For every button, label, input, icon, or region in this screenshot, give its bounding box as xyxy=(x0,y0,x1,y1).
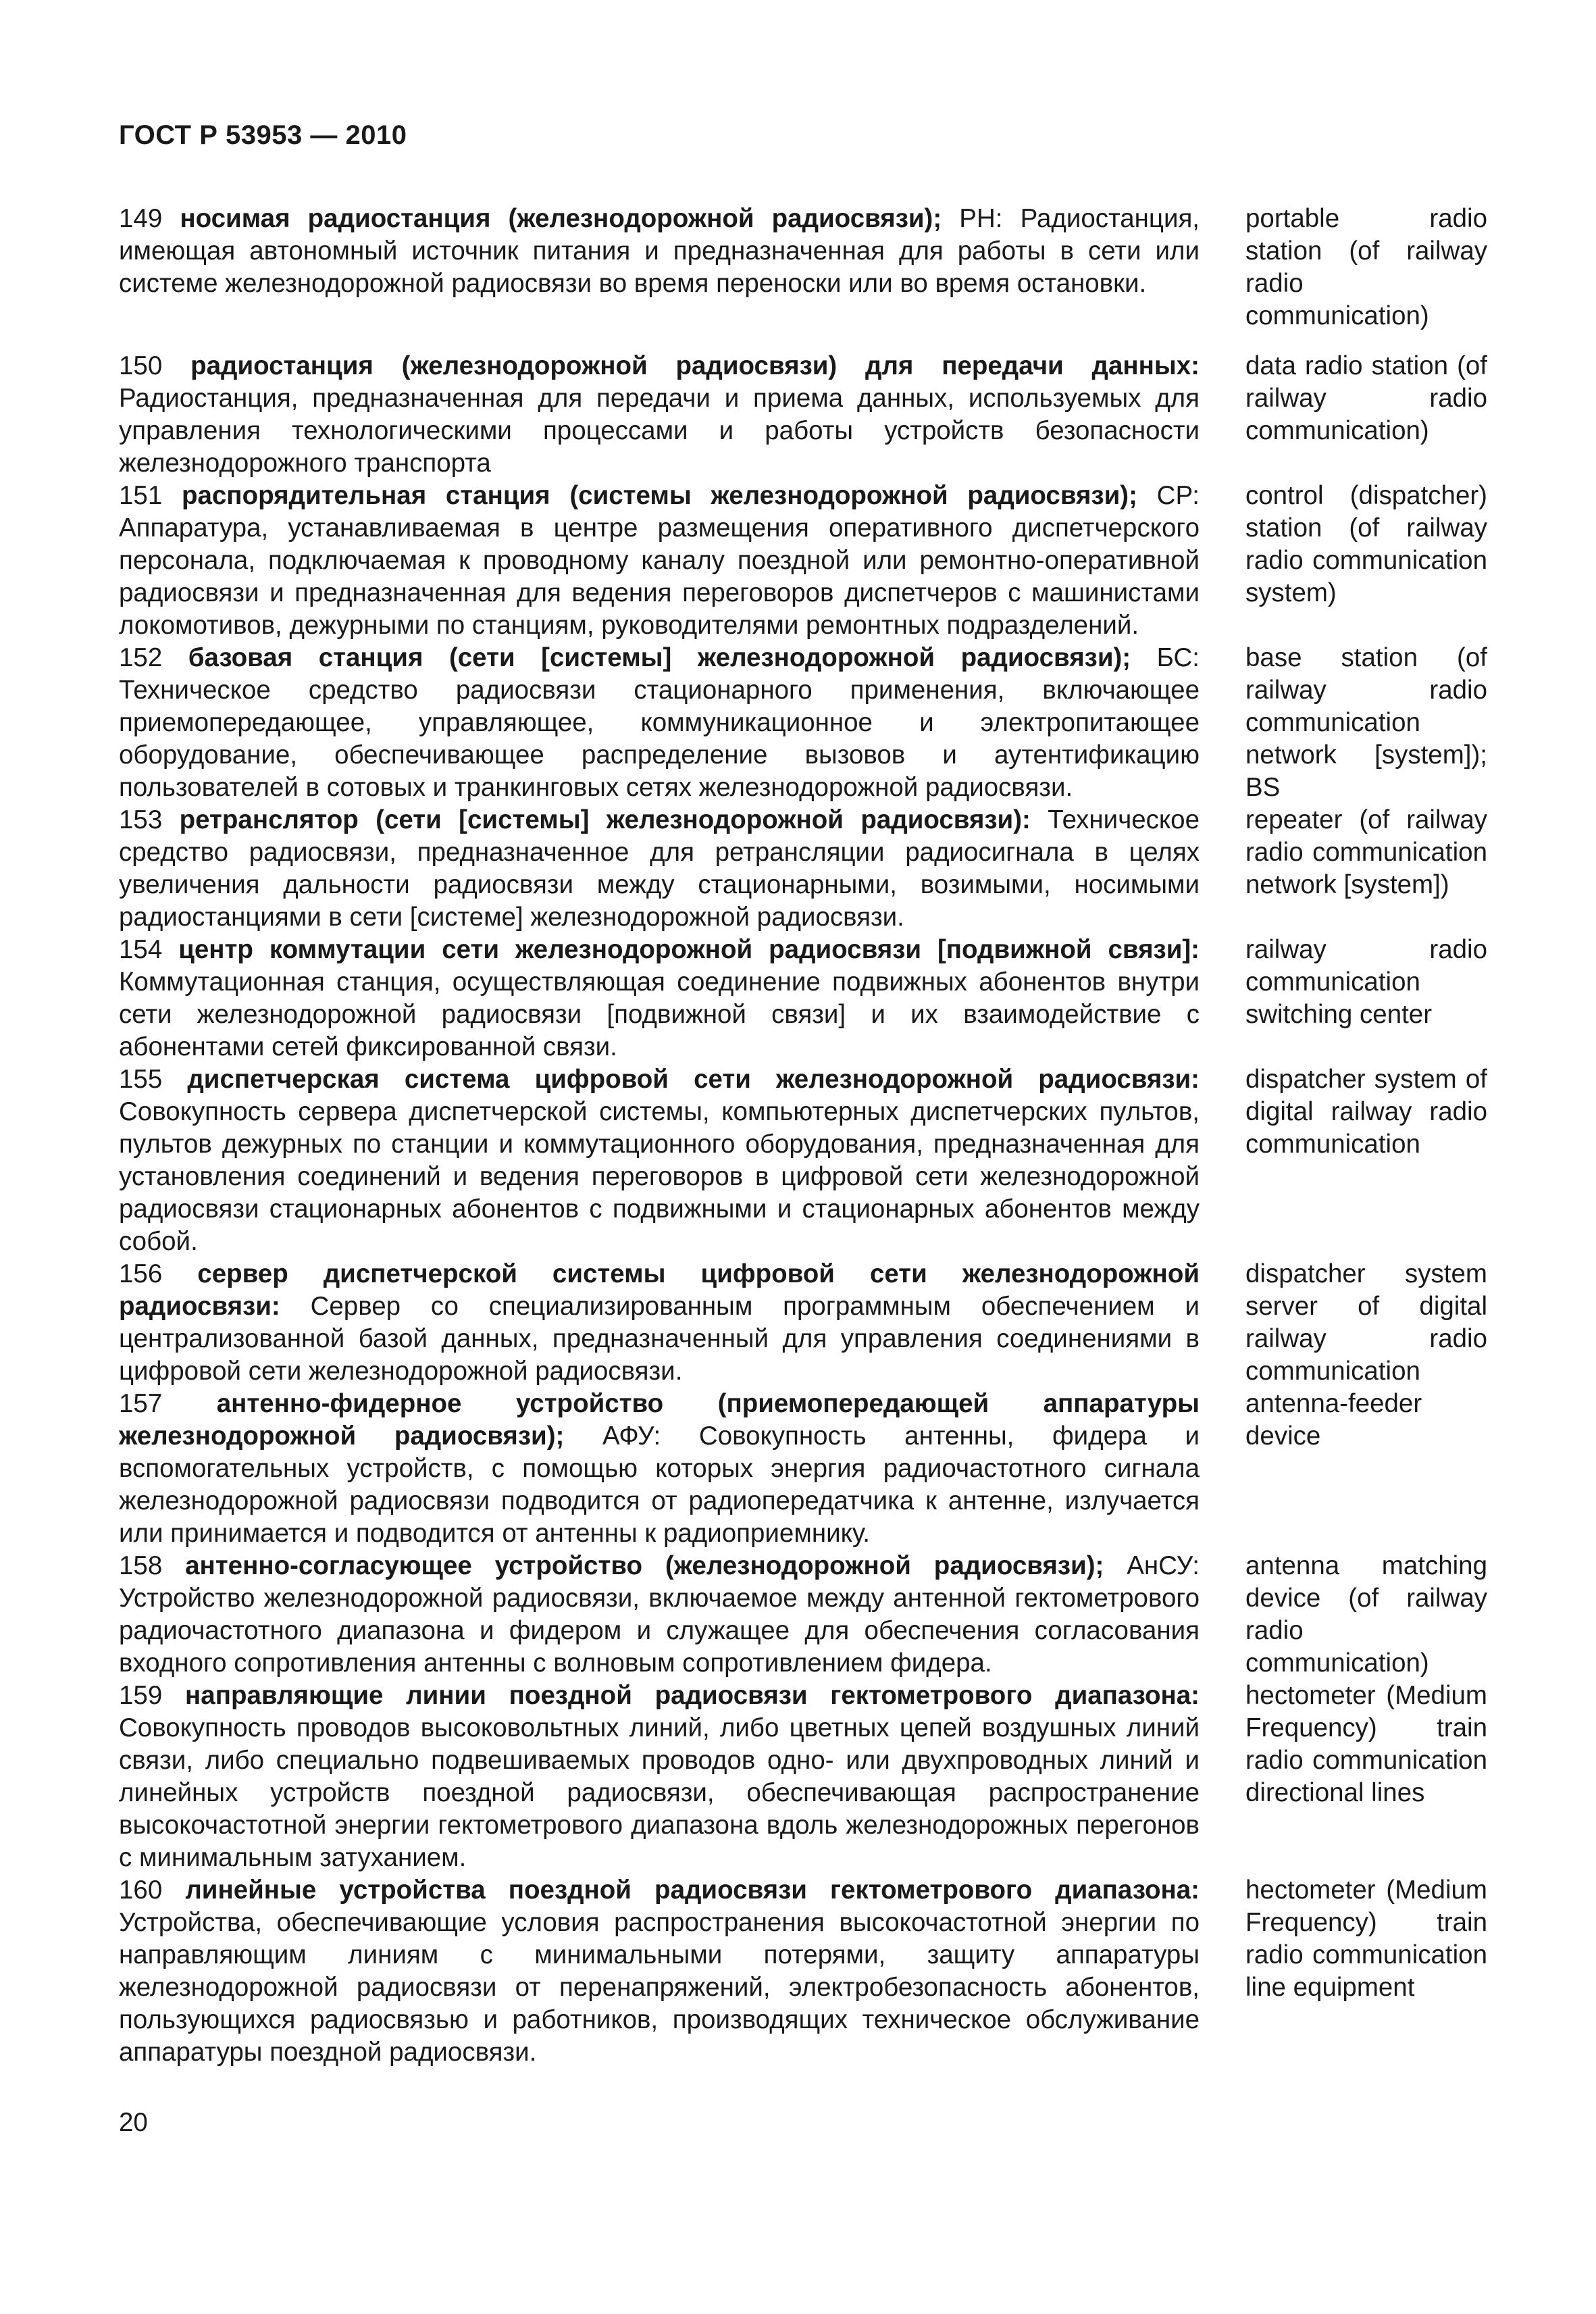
term-definition: Коммутационная станция, осуществляющая соединение подвижных абонентов внутри сети железнодорожной радиосвязи [подвижной связи] и их взаимодействие с абонентами сетей фиксированной связи. xyxy=(119,967,1200,1061)
term-number: 156 xyxy=(119,1259,163,1288)
term-russian xyxy=(119,1388,1200,1550)
term-number: 155 xyxy=(119,1065,163,1094)
term-name: антенно-согласующее устройство (железнодорожной радиосвязи); xyxy=(185,1551,1104,1580)
term-number: 151 xyxy=(119,481,163,510)
term-name: базовая станция (сети [системы] железнодорожной радиосвязи); xyxy=(188,643,1131,672)
term-definition: Техническое средство радиосвязи, предназначенное для ретрансляции радиосигнала в целях увеличения дальности радиосвязи между стационарными, возимыми, носимыми радиостанциями в сети [системе] железнодорожной радиосвязи. xyxy=(119,805,1200,932)
term-russian xyxy=(119,1063,1200,1258)
term-english: portable radio station (of railway radio communication) xyxy=(1245,204,1487,330)
term-entry xyxy=(119,203,1487,332)
term-entry xyxy=(119,1874,1487,2069)
term-number: 154 xyxy=(119,935,163,964)
term-entry xyxy=(119,1388,1487,1550)
term-number: 157 xyxy=(119,1389,163,1418)
term-name: антенно-фидерное устройство (приемопередающей аппаратуры железнодорожной радиосвязи); xyxy=(119,1389,1200,1451)
term-russian xyxy=(119,203,1200,332)
term-name: направляющие линии поездной радиосвязи гектометрового диапазона: xyxy=(185,1681,1200,1710)
term-russian xyxy=(119,642,1200,804)
term-name: линейные устройства поездной радиосвязи гектометрового диапазона: xyxy=(185,1876,1200,1905)
term-number: 158 xyxy=(119,1551,163,1580)
term-english: dispatcher system server of digital railway radio communication xyxy=(1245,1259,1487,1386)
term-number: 160 xyxy=(119,1876,163,1905)
term-entry xyxy=(119,1258,1487,1388)
term-russian xyxy=(119,934,1200,1063)
term-english: repeater (of railway radio communication network [system]) xyxy=(1245,805,1487,899)
term-entry xyxy=(119,350,1487,480)
term-definition: Устройства, обеспечивающие условия распространения высокочастотной энергии по направляющим линиям с минимальными потерями, защиту аппаратуры железнодорожной радиосвязи от перенапряжений, электробезопасность абонентов, пользующихся радиосвязью и работников, производящих техническое обслуживание аппаратуры поездной радиосвязи. xyxy=(119,1908,1200,2067)
term-name: диспетчерская система цифровой сети железнодорожной радиосвязи: xyxy=(187,1065,1200,1094)
term-english: control (dispatcher) station (of railway radio communication system) xyxy=(1245,481,1487,607)
term-entry xyxy=(119,642,1487,804)
term-russian xyxy=(119,804,1200,934)
term-definition: Радиостанция, предназначенная для передачи и приема данных, используемых для управления технологическими процессами и работы устройств безопасности железнодорожного транспорта xyxy=(119,384,1200,478)
term-number: 152 xyxy=(119,643,163,672)
term-english: base station (of railway radio communication network [system]); BS xyxy=(1245,643,1487,802)
term-number: 150 xyxy=(119,351,163,380)
term-number: 149 xyxy=(119,204,163,233)
term-definition: СР: Аппаратура, устанавливаемая в центре размещения оперативного диспетчерского персонала, подключаемая к проводному каналу поездной или ремонтно-оперативной радиосвязи и предназначенная для ведения переговоров диспетчеров с машинистами локомотивов, дежурными по станциям, руководителями ремонтных подразделений. xyxy=(119,481,1200,640)
term-russian xyxy=(119,350,1200,480)
page-number: 20 xyxy=(119,2108,148,2137)
term-definition: АФУ: Совокупность антенны, фидера и вспомогательных устройств, с помощью которых энергия радиочастотного сигнала железнодорожной радиосвязи подводится от радиопередатчика к антенне, излучается или принимается и подводится от антенны к радиоприемнику. xyxy=(119,1422,1200,1548)
term-russian xyxy=(119,1874,1200,2069)
term-entry xyxy=(119,1550,1487,1680)
term-name: распорядительная станция (системы железнодорожной радиосвязи); xyxy=(181,481,1137,510)
term-entry xyxy=(119,804,1487,934)
term-english: hectometer (Medium Frequency) train radio communication directional lines xyxy=(1245,1681,1487,1807)
term-definition: РН: Радиостанция, имеющая автономный источник питания и предназначенная для работы в сети или системе железнодорожной радиосвязи во время переноски или во время остановки. xyxy=(119,204,1200,298)
term-definition: АнСУ: Устройство железнодорожной радиосвязи, включаемое между антенной гектометрового радиочастотного диапазона и фидером и служащее для обеспечения согласования входного сопротивления антенны с волновым сопротивлением фидера. xyxy=(119,1551,1200,1678)
term-russian xyxy=(119,480,1200,642)
term-number: 153 xyxy=(119,805,163,834)
term-english: railway radio communication switching center xyxy=(1245,935,1487,1029)
term-russian xyxy=(119,1550,1200,1680)
term-entry xyxy=(119,480,1487,642)
term-name: ретранслятор (сети [системы] железнодорожной радиосвязи): xyxy=(179,805,1031,834)
term-name: носимая радиостанция (железнодорожной радиосвязи); xyxy=(180,204,942,233)
term-english: antenna matching device (of railway radio communication) xyxy=(1245,1551,1487,1678)
term-definition: Совокупность проводов высоковольтных линий, либо цветных цепей воздушных линий связи, либо специально подвешиваемых проводов одно- или двухпроводных линий и линейных устройств поездной радиосвязи, обеспечивающая распространение высокочастотной энергии гектометрового диапазона вдоль железнодорожных перегонов с минимальным затуханием. xyxy=(119,1713,1200,1872)
term-number: 159 xyxy=(119,1681,163,1710)
term-name: центр коммутации сети железнодорожной радиосвязи [подвижной связи]: xyxy=(178,935,1200,964)
terms-list xyxy=(119,203,1487,2069)
term-entry xyxy=(119,934,1487,1063)
term-english: antenna-feeder device xyxy=(1245,1389,1422,1451)
term-definition: Сервер со специализированным программным обеспечением и централизованной базой данных, предназначенный для управления соединениями в цифровой сети железнодорожной радиосвязи. xyxy=(119,1292,1200,1386)
term-russian xyxy=(119,1680,1200,1874)
term-definition: Совокупность сервера диспетчерской системы, компьютерных диспетчерских пультов, пультов дежурных по станции и коммутационного оборудования, предназначенная для установления соединений и ведения переговоров в цифровой сети железнодорожной радиосвязи стационарных абонентов с подвижными и стационарных абонентов между собой. xyxy=(119,1097,1200,1256)
term-english: data radio station (of railway radio communication) xyxy=(1245,351,1487,445)
term-definition: БС: Техническое средство радиосвязи стационарного применения, включающее приемопередающее, управляющее, коммуникационное и электропитающее оборудование, обеспечивающее распределение вызовов и аутентификацию пользователей в сотовых и транкинговых сетях железнодорожной радиосвязи. xyxy=(119,643,1200,802)
term-entry xyxy=(119,1680,1487,1874)
term-entry xyxy=(119,1063,1487,1258)
page-header: ГОСТ Р 53953 — 2010 xyxy=(119,120,407,150)
term-russian xyxy=(119,1258,1200,1388)
term-english: hectometer (Medium Frequency) train radio communication line equipment xyxy=(1245,1876,1487,2002)
term-english: dispatcher system of digital railway radio communication xyxy=(1245,1065,1487,1159)
term-name: радиостанция (железнодорожной радиосвязи) для передачи данных: xyxy=(190,351,1200,380)
term-name: сервер диспетчерской системы цифровой сети железнодорожной радиосвязи: xyxy=(119,1259,1200,1321)
